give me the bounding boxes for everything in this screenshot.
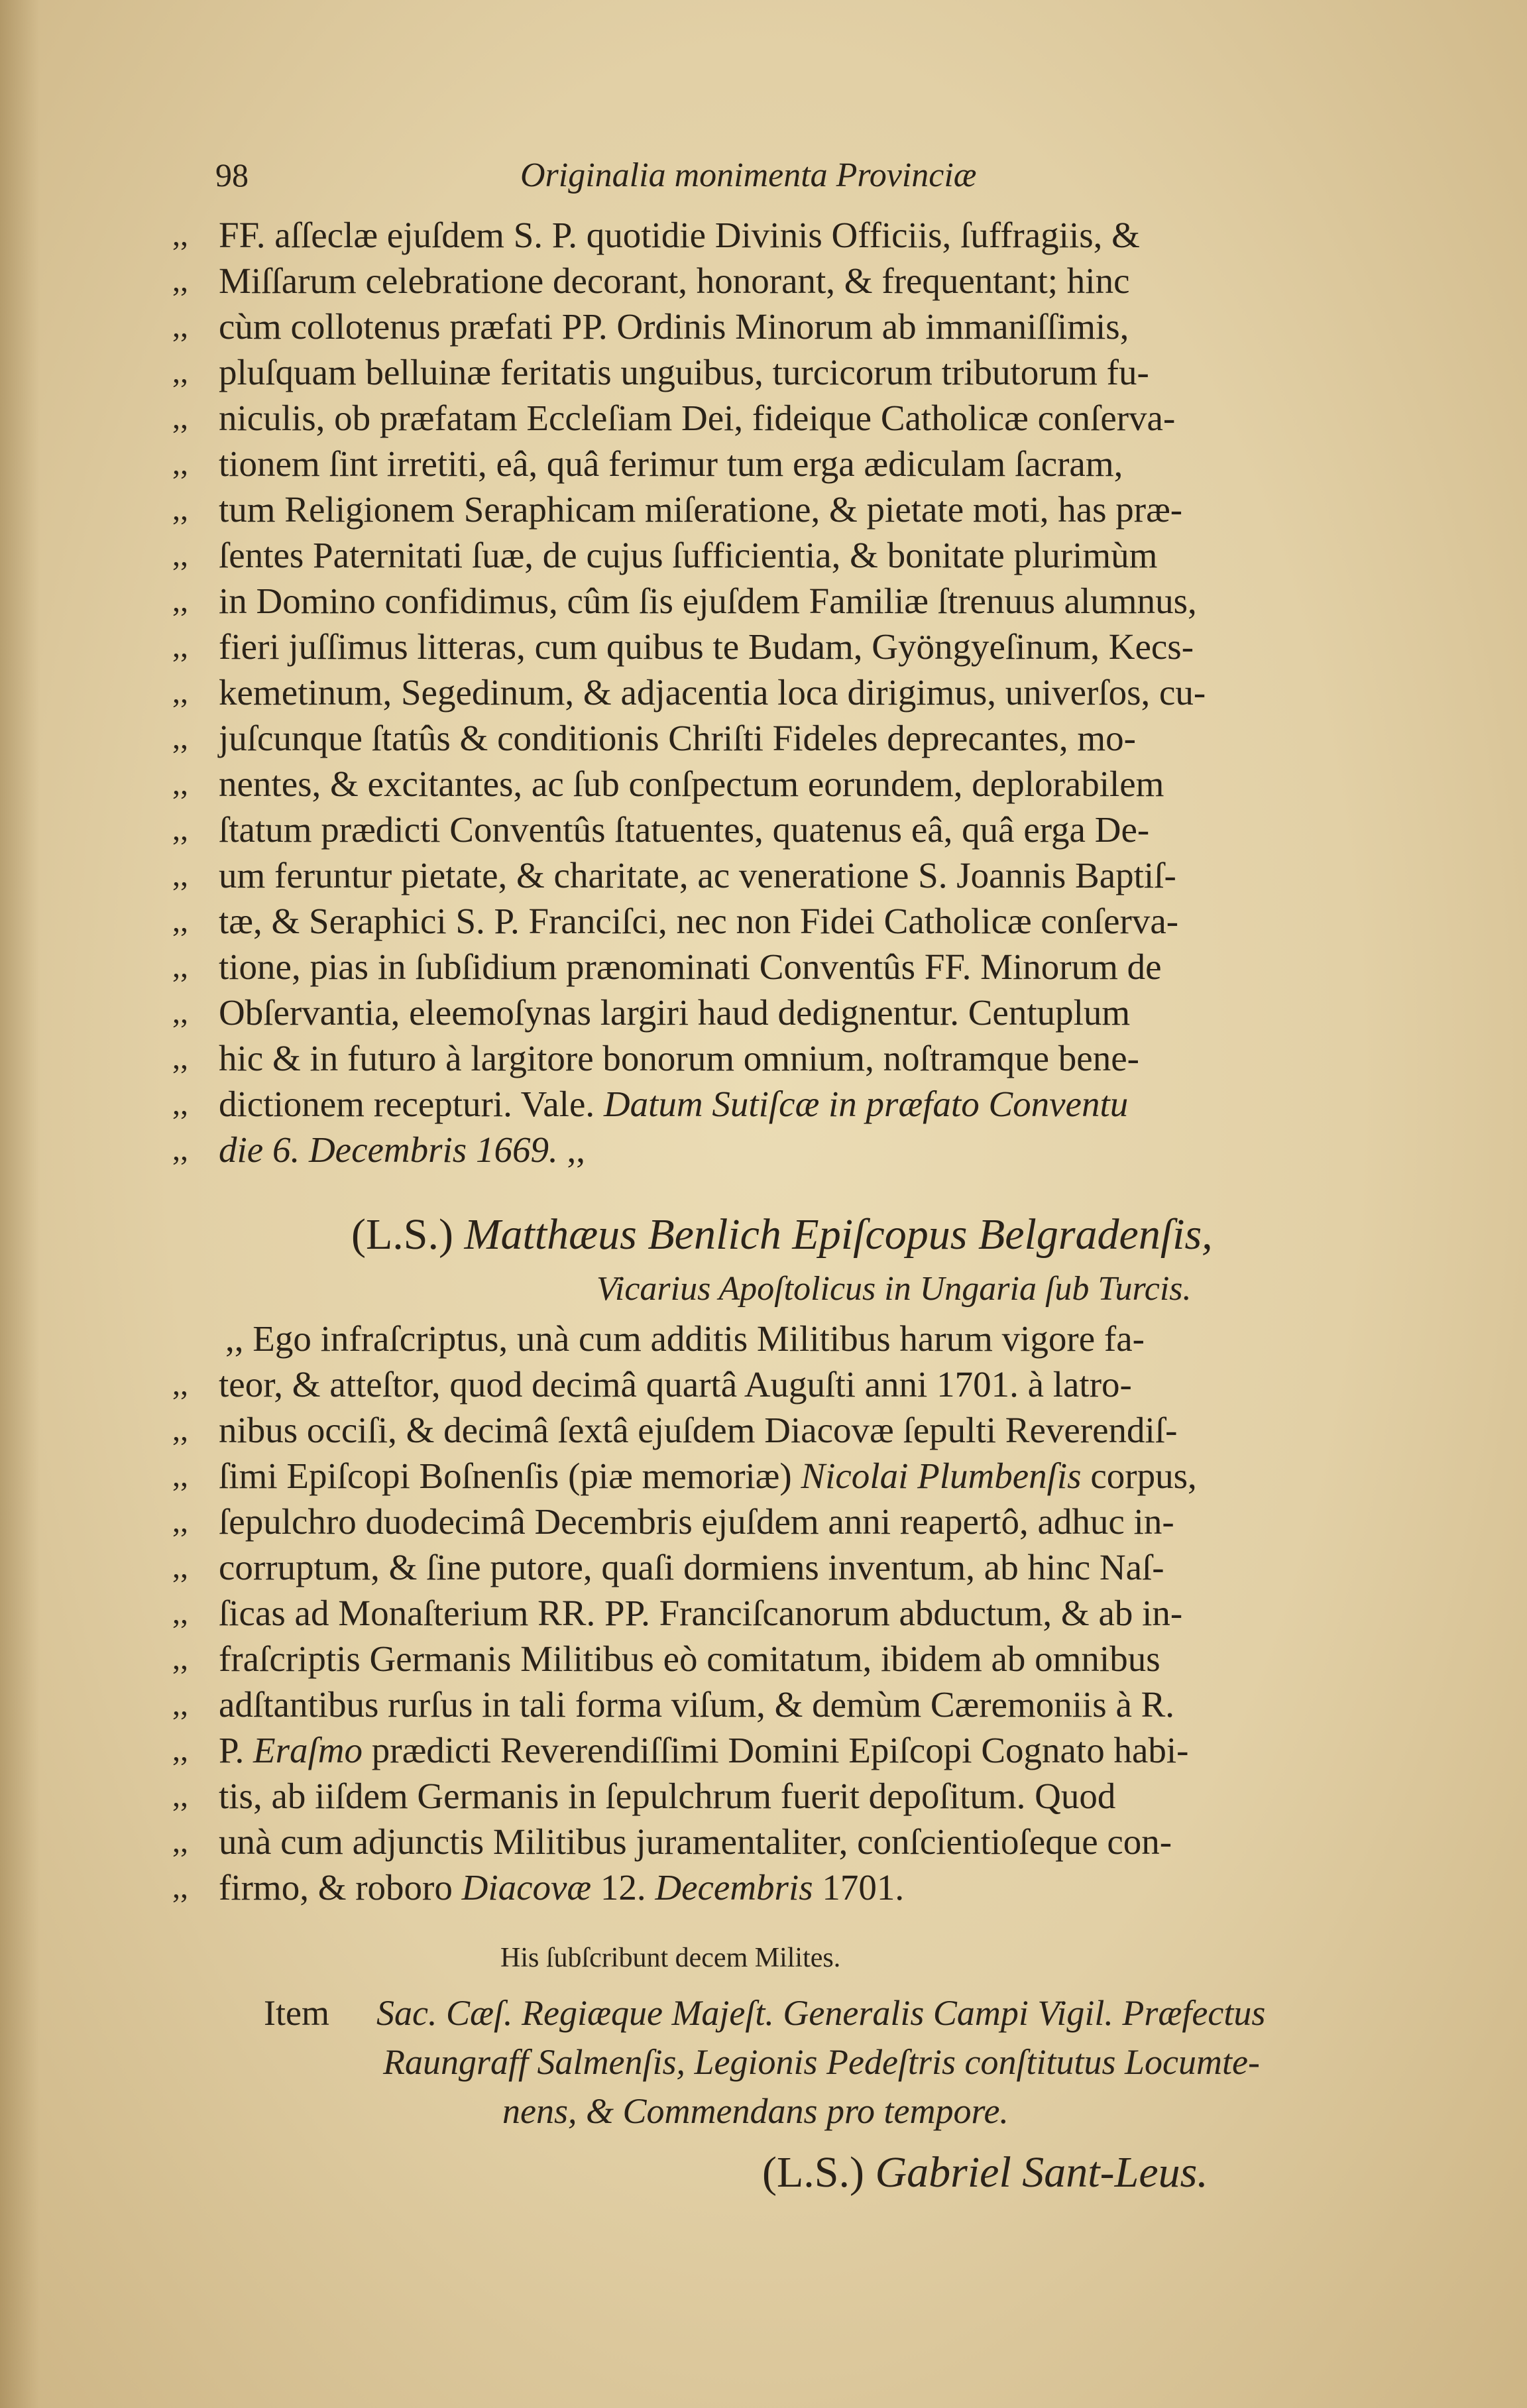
text-line: ,, nentes, & excitantes, ac ſub conſpectum eorundem, deplorabilem bbox=[172, 764, 1164, 804]
text-line: ,, tum Religionem Seraphicam miſeratione, & pietate moti, has præ- bbox=[172, 489, 1183, 530]
item-line: nens, & Commendans pro tempore. bbox=[502, 2091, 1009, 2131]
text-line: ,, fieri juſſimus litteras, cum quibus te Budam, Gyöngyeſinum, Kecs- bbox=[172, 626, 1194, 667]
text-line: ,, corruptum, & ſine putore, quaſi dormiens inventum, ab hinc Naſ- bbox=[172, 1547, 1164, 1587]
text-line: ,, Ego infraſcriptus, unà cum additis Militibus harum vigore fa- bbox=[225, 1318, 1145, 1359]
text-line: ,, tæ, & Seraphici S. P. Franciſci, nec non Fidei Catholicæ conſerva- bbox=[172, 901, 1179, 941]
attestation-text bbox=[172, 1316, 1445, 1910]
text-line: ,, Obſervantia, eleemoſynas largiri haud dedignentur. Centuplum bbox=[172, 992, 1131, 1033]
item-block bbox=[264, 1988, 1437, 2136]
text-line: ,, teor, & atteſtor, quod decimâ quartâ Auguſti anni 1701. à latro- bbox=[172, 1364, 1132, 1405]
item-line: Raungraff Salmenſis, Legionis Pedeſtris conſtitutus Locumte- bbox=[383, 2042, 1260, 2082]
text-line: ,, die 6. Decembris 1669. ,, bbox=[172, 1129, 585, 1170]
item-line: Item Sac. Cæſ. Regiæque Majeſt. Generalis Campi Vigil. Præfectus bbox=[264, 1988, 1437, 2037]
text-line: ,, firmo, & roboro Diacovæ 12. Decembris 1701. bbox=[172, 1867, 905, 1908]
text-line: ,, ſentes Paternitati ſuæ, de cujus ſufficientia, & bonitate plurimùm bbox=[172, 535, 1158, 575]
text-line: ,, unà cum adjunctis Militibus juramentaliter, conſcientioſeque con- bbox=[172, 1821, 1172, 1862]
text-line: ,, FF. aſſeclæ ejuſdem S. P. quotidie Divinis Officiis, ſuffragiis, & bbox=[172, 215, 1140, 255]
signer-title: Vicarius Apoſtolicus in Ungaria ſub Turcis. bbox=[596, 1270, 1192, 1308]
text-line: ,, kemetinum, Segedinum, & adjacentia loca dirigimus, univerſos, cu- bbox=[172, 672, 1206, 713]
signer-name: Matthæus Benlich Epiſcopus Belgradenſis, bbox=[464, 1210, 1213, 1259]
text-line: ,, nibus occiſi, & decimâ ſextâ ejuſdem Diacovæ ſepulti Reverendiſ- bbox=[172, 1410, 1178, 1450]
text-line: ,, P. Eraſmo prædicti Reverendiſſimi Domini Epiſcopi Cognato habi- bbox=[172, 1730, 1189, 1770]
text-line: ,, hic & in futuro à largitore bonorum omnium, noſtramque bene- bbox=[172, 1038, 1139, 1078]
text-line: ,, pluſquam belluinæ feritatis unguibus, turcicorum tributorum fu- bbox=[172, 352, 1149, 392]
text-line: ,, cùm collotenus præfati PP. Ordinis Minorum ab immaniſſimis, bbox=[172, 306, 1129, 347]
text-line: ,, adſtantibus rurſus in tali forma viſum, & demùm Cæremoniis à R. bbox=[172, 1684, 1175, 1725]
text-line: ,, fraſcriptis Germanis Militibus eò comitatum, ibidem ab omnibus bbox=[172, 1638, 1160, 1679]
signature-officer bbox=[762, 2148, 1208, 2198]
text-line: ,, dictionem recepturi. Vale. Datum Sutiſcæ in præfato Conventu bbox=[172, 1084, 1129, 1124]
running-title: Originalia monimenta Provinciæ bbox=[520, 156, 977, 194]
text-line: ,, niculis, ob præfatam Eccleſiam Dei, fideique Catholicæ conſerva- bbox=[172, 398, 1176, 438]
subscription-note: His ſubſcribunt decem Milites. bbox=[500, 1943, 841, 1973]
text-line: ,, tionem ſint irretiti, eâ, quâ ferimur tum erga ædiculam ſacram, bbox=[172, 443, 1123, 484]
text-line: ,, ſicas ad Monaſterium RR. PP. Franciſcanorum abductum, & ab in- bbox=[172, 1593, 1183, 1633]
letter-text bbox=[172, 212, 1445, 1173]
text-line: ,, in Domino confidimus, cûm ſis ejuſdem Familiæ ſtrenuus alumnus, bbox=[172, 581, 1197, 621]
page-number: 98 bbox=[215, 156, 249, 194]
page-header bbox=[215, 156, 1329, 202]
text-line: ,, juſcunque ſtatûs & conditionis Chriſti Fideles deprecantes, mo- bbox=[172, 718, 1136, 758]
text-line: ,, um feruntur pietate, & charitate, ac veneratione S. Joannis Baptiſ- bbox=[172, 855, 1176, 895]
seal-mark: (L.S.) bbox=[351, 1210, 453, 1259]
text-line: ,, ſepulchro duodecimâ Decembris ejuſdem anni reapertô, adhuc in- bbox=[172, 1501, 1174, 1542]
text-line: ,, tione, pias in ſubſidium prænominati Conventûs FF. Minorum de bbox=[172, 946, 1162, 987]
item-label: Item bbox=[264, 1993, 329, 2033]
text-line: ,, Miſſarum celebratione decorant, honorant, & frequentant; hinc bbox=[172, 260, 1130, 301]
seal-mark: (L.S.) bbox=[762, 2148, 864, 2197]
signature-bishop bbox=[351, 1210, 1213, 1260]
text-line: ,, tis, ab iiſdem Germanis in ſepulchrum fuerit depoſitum. Quod bbox=[172, 1776, 1116, 1816]
signer-name: Gabriel Sant-Leus. bbox=[875, 2148, 1208, 2197]
text-line: ,, ſtatum prædicti Conventûs ſtatuentes, quatenus eâ, quâ erga De- bbox=[172, 809, 1150, 850]
text-line: ,, ſimi Epiſcopi Boſnenſis (piæ memoriæ) Nicolai Plumbenſis corpus, bbox=[172, 1456, 1197, 1496]
